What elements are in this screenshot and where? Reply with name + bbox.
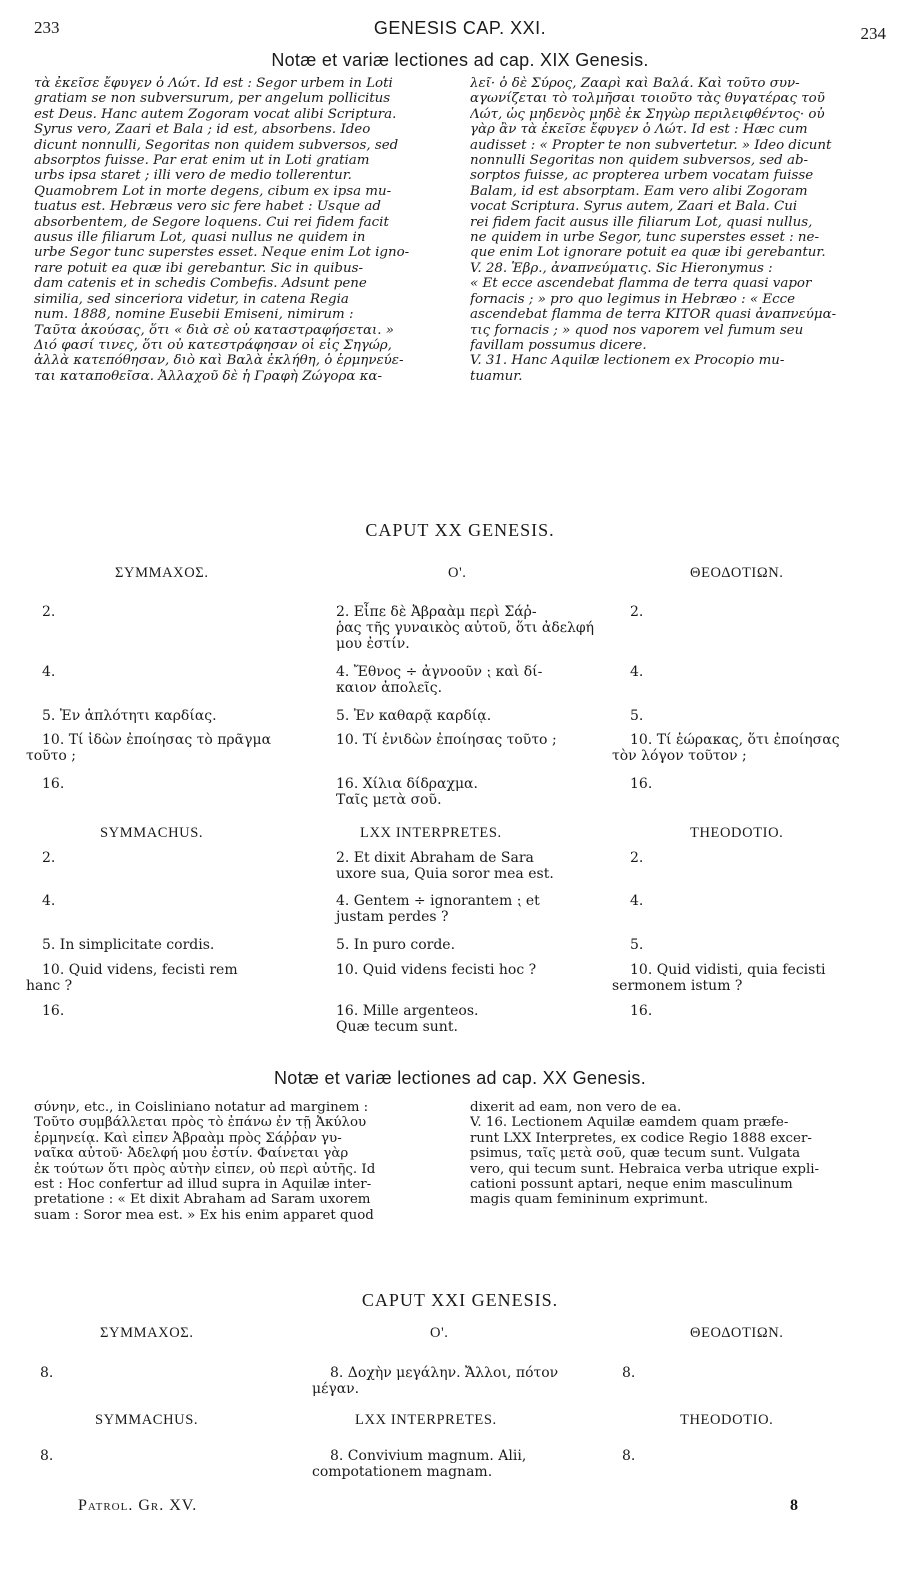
note-line: dicunt nonnulli, Segoritas non quidem subversos, sed xyxy=(34,137,399,153)
note-line: Τοῦτο συμβάλλεται πρὸς τὸ ἐπάνω ἐν τῇ Ἀκύλου xyxy=(34,1115,367,1131)
col-head-lxx-latin: LXX INTERPRETES. xyxy=(360,825,502,841)
note-line: suam : Soror mea est. » Ex his enim apparet quod xyxy=(34,1207,374,1223)
col-head-theodotion-greek-xxi: ΘΕΟΔΟΤΙΩΝ. xyxy=(690,1325,784,1341)
note-line: γὰρ ἂν τὰ ἐκεῖσε ἔφυγεν ὁ Λώτ. Id est : Hæc cum xyxy=(470,122,808,138)
page-header xyxy=(34,18,886,42)
note-line: « Et ecce ascendebat flamma de terra quasi vapor xyxy=(470,276,812,292)
xxi-latin-lxx-8-line1: 8. Convivium magnum. Alii, xyxy=(330,1448,527,1464)
theodotion-cell: 2. xyxy=(630,850,644,866)
lxx-cell: 10. Τί ἐνιδὼν ἐποίησας τοῦτο ; xyxy=(336,732,557,748)
note-line: τὰ ἐκεῖσε ἔφυγεν ὁ Λώτ. Id est : Segor urbem in Loti xyxy=(34,76,393,91)
symmachus-cell: 4. xyxy=(42,893,56,909)
note-line: ne quidem in urbe Segor, tunc superstes esset : ne- xyxy=(470,230,820,246)
footer-signature: 8 xyxy=(790,1497,798,1514)
note-line: pretatione : « Et dixit Abraham ad Saram uxorem xyxy=(34,1192,371,1208)
theodotion-cell: 5. xyxy=(630,708,644,724)
note-line: cationi possunt aptari, neque enim masculinum xyxy=(470,1177,793,1193)
note-line: V. 31. Hanc Aquilæ lectionem ex Procopio mu- xyxy=(470,353,785,369)
caput-xx-heading: CAPUT XX GENESIS. xyxy=(365,520,555,540)
note-line: Balam, id est absorptam. Eam vero alibi Zogoram xyxy=(470,183,808,199)
note-line: ἐκ τούτων ὅτι πρὸς αὐτὴν εἶπεν, οὐ περὶ αὐτῆς. Id xyxy=(34,1161,376,1177)
note-line: Διό φασί τινες, ὅτι οὐ κατεστράφησαν οἱ εἰς Σηγώρ, xyxy=(34,337,392,353)
theodotion-cell: 4. xyxy=(630,664,644,680)
col-head-symmachus-latin-xxi: SYMMACHUS. xyxy=(95,1412,199,1428)
note-line: que enim Lot ignorare potuit ea quæ ibi gerebantur. xyxy=(470,245,826,261)
note-line: tuatus est. Hebræus vero sic fere habet : Usque ad xyxy=(34,199,381,215)
symmachus-cell: 10. Quid videns, fecisti rem xyxy=(42,962,238,978)
running-title: GENESIS CAP. XXI. xyxy=(373,18,547,38)
note-line: absorptos fuisse. Par erat enim ut in Loti gratiam xyxy=(34,153,370,169)
theodotion-cell-cont: τὸν λόγον τοῦτον ; xyxy=(612,748,747,764)
note-line: σύνην, etc., in Coisliniano notatur ad marginem : xyxy=(34,1100,369,1115)
notes-xix-right-column xyxy=(470,76,886,384)
notes-xix-left-column xyxy=(34,76,452,384)
theodotion-cell: 4. xyxy=(630,893,644,909)
xxi-greek-lxx-8-line1: 8. Δοχὴν μεγάλην. Ἄλλοι, πότον xyxy=(330,1365,559,1381)
theodotion-cell: 2. xyxy=(630,604,644,620)
col-head-lxx-greek: Ο'. xyxy=(448,565,467,581)
note-line: dam catenis et in schedis Combefis. Adsunt pene xyxy=(34,276,367,292)
note-line: Quamobrem Lot in morte degens, cibum ex ipsa mu- xyxy=(34,183,392,199)
xxi-latin-theodotio-8: 8. xyxy=(622,1448,636,1464)
note-line: ται καταποθεῖσα. Ἀλλαχοῦ δὲ ἡ Γραφὴ Ζώγορα κα- xyxy=(34,368,382,384)
note-line: magis quam femininum exprimunt. xyxy=(470,1192,709,1208)
note-line: V. 28. Ἑβρ., ἀναπνεύματις. Sic Hieronymus : xyxy=(470,260,773,276)
notes-heading-xix: Notæ et variæ lectiones ad cap. XIX Genesis. xyxy=(271,50,649,70)
note-line: ναῖκα αὐτοῦ· Ἀδελφή μου ἐστίν. Φαίνεται γὰρ xyxy=(34,1146,349,1162)
xxi-greek-symmachus-8: 8. xyxy=(40,1365,54,1381)
note-line: num. 1888, nomine Eusebii Emiseni, nimirum : xyxy=(34,307,354,323)
note-line: rare potuit ea quæ ibi gerebantur. Sic in quibus- xyxy=(34,260,364,276)
note-line: ausus ille filiarum Lot, quasi nullus ne quidem in xyxy=(34,230,366,246)
lxx-cell: καιον ἀπολεῖς. xyxy=(336,680,443,696)
note-line: λεῖ· ὁ δὲ Σύρος, Ζααρὶ καὶ Βαλά. Καὶ τοῦτο συν- xyxy=(470,76,800,91)
note-line: rei fidem facit ausus ille filiarum Lot, quasi nullus, xyxy=(470,214,813,230)
note-line: absorbentem, de Segore loquens. Cui rei fidem facit xyxy=(34,214,389,230)
theodotion-cell: 16. xyxy=(630,1003,653,1019)
note-line: vocat Scriptura. Syrus autem, Zaari et Bala. Cui xyxy=(470,199,798,215)
page-number-left: 233 xyxy=(34,18,60,37)
col-head-symmachus-greek-xxi: ΣΥΜΜΑΧΟΣ. xyxy=(100,1325,194,1341)
notes-heading-xx: Notæ et variæ lectiones ad cap. XX Genesis. xyxy=(273,1068,647,1088)
notes-xx-left-column xyxy=(34,1100,452,1223)
symmachus-cell: 2. xyxy=(42,604,56,620)
lxx-cell: 2. Εἶπε δὲ Ἀβραὰμ περὶ Σάῤ- xyxy=(336,604,537,620)
col-head-lxx-greek-xxi: Ο'. xyxy=(430,1325,449,1341)
symmachus-cell: 5. In simplicitate cordis. xyxy=(42,937,215,953)
note-line: dixerit ad eam, non vero de ea. xyxy=(470,1100,682,1115)
symmachus-cell: 10. Τί ἰδὼν ἐποίησας τὸ πρᾶγμα xyxy=(42,732,272,748)
symmachus-cell: 2. xyxy=(42,850,56,866)
note-line: favillam possumus dicere. xyxy=(470,337,647,353)
note-line: Λώτ, ὡς μηδενὸς μηδὲ ἐκ Σηγὼρ περιλειφθέντος· οὐ xyxy=(470,106,825,122)
note-line: urbs ipsa staret ; illi vero de medio tollerentur. xyxy=(34,168,352,184)
note-line: Syrus vero, Zaari et Bala ; id est, absorbens. Ideo xyxy=(34,122,371,138)
note-line: gratiam se non subversurum, per angelum pollicitus xyxy=(34,91,391,107)
note-line: τις fornacis ; » quod nos vaporem vel fumum seu xyxy=(470,322,804,338)
theodotion-cell: 10. Quid vidisti, quia fecisti xyxy=(630,962,826,978)
lxx-cell: 5. In puro corde. xyxy=(336,937,456,953)
symmachus-cell: 4. xyxy=(42,664,56,680)
note-line: psimus, ταῖς μετὰ σοῦ, quæ tecum sunt. Vulgata xyxy=(470,1146,801,1162)
lxx-cell: 2. Et dixit Abraham de Sara xyxy=(336,850,534,866)
theodotion-cell: 10. Τί ἑώρακας, ὅτι ἐποίησας xyxy=(630,732,840,748)
lxx-cell: Quæ tecum sunt. xyxy=(336,1019,458,1035)
note-line: fornacis ; » pro quo legimus in Hebræo : « Ecce xyxy=(470,291,796,307)
lxx-cell: 10. Quid videns fecisti hoc ? xyxy=(336,962,537,978)
symmachus-cell-cont: hanc ? xyxy=(26,978,73,994)
note-line: ascendebat flamma de terra KITOR quasi ἀναπνεύμα- xyxy=(470,307,837,323)
symmachus-cell: 16. xyxy=(42,1003,65,1019)
col-head-theodotio-latin-xxi: THEODOTIO. xyxy=(680,1412,774,1428)
footer-volume: Patrol. Gr. XV. xyxy=(78,1497,198,1514)
col-head-symmachus-greek: ΣΥΜΜΑΧΟΣ. xyxy=(115,565,209,581)
lxx-cell: 5. Ἐν καθαρᾷ καρδίᾳ. xyxy=(336,708,492,724)
note-line: Ταῦτα ἀκούσας, ὅτι « διὰ σὲ οὐ καταστραφήσεται. » xyxy=(34,322,394,338)
lxx-cell: 16. Χίλια δίδραχμα. xyxy=(336,776,478,792)
lxx-cell: uxore sua, Quia soror mea est. xyxy=(336,866,554,882)
page-number-right: 234 xyxy=(860,24,886,43)
note-line: sorptos fuisse, ac propterea urbem vocatam fuisse xyxy=(470,168,814,184)
theodotion-cell: 5. xyxy=(630,937,644,953)
xxi-latin-lxx-8-line2: compotationem magnam. xyxy=(312,1464,493,1480)
lxx-cell: μου ἐστίν. xyxy=(336,636,410,652)
xxi-greek-theodotion-8: 8. xyxy=(622,1365,636,1381)
theodotion-cell-cont: sermonem istum ? xyxy=(612,978,743,994)
caput-xxi-heading: CAPUT XXI GENESIS. xyxy=(361,1290,559,1310)
notes-xx-right-column xyxy=(470,1100,886,1208)
note-line: ἀλλὰ κατεπόθησαν, διὸ καὶ Βαλὰ ἐκλήθη, ὁ ἑρμηνεύε- xyxy=(34,353,404,369)
note-line: runt LXX Interpretes, ex codice Regio 1888 excer- xyxy=(470,1130,812,1146)
col-head-symmachus-latin: SYMMACHUS. xyxy=(100,825,204,841)
note-line: tuamur. xyxy=(470,368,523,384)
theodotion-cell: 16. xyxy=(630,776,653,792)
note-line: ἑρμηνείᾳ. Καὶ εἶπεν Ἀβραὰμ πρὸς Σάῤῥαν γυ- xyxy=(34,1130,342,1146)
symmachus-cell: 16. xyxy=(42,776,65,792)
lxx-cell: justam perdes ? xyxy=(336,909,449,925)
lxx-cell: 4. Gentem ÷ ignorantem ⁏ et xyxy=(336,893,540,909)
note-line: audisset : « Propter te non subvertetur. » Ideo dicunt xyxy=(470,137,832,153)
note-line: V. 16. Lectionem Aquilæ eamdem quam præfe- xyxy=(470,1115,789,1131)
note-line: nonnulli Segoritas non quidem subversos, sed ab- xyxy=(470,153,809,169)
lxx-cell: 16. Mille argenteos. xyxy=(336,1003,479,1019)
note-line: similia, sed sinceriora videtur, in catena Regia xyxy=(34,291,349,307)
xxi-greek-lxx-8-line2: μέγαν. xyxy=(312,1381,360,1397)
xxi-latin-symmachus-8: 8. xyxy=(40,1448,54,1464)
note-line: αγωνίζεται τὸ τολμῆσαι τοιοῦτο τὰς θυγατέρας τοῦ xyxy=(470,91,825,107)
lxx-cell: 4. Ἔθνος ÷ ἀγνοοῦν ⁏ καὶ δί- xyxy=(336,664,543,680)
note-line: urbe Segor tunc superstes esset. Neque enim Lot igno- xyxy=(34,245,410,261)
note-line: est Deus. Hanc autem Zogoram vocat alibi Scriptura. xyxy=(34,106,397,122)
col-head-lxx-latin-xxi: LXX INTERPRETES. xyxy=(355,1412,497,1428)
symmachus-cell-cont: τοῦτο ; xyxy=(26,748,77,764)
col-head-theodotion-greek: ΘΕΟΔΟΤΙΩΝ. xyxy=(690,565,784,581)
lxx-cell: ῥας τῆς γυναικὸς αὐτοῦ, ὅτι ἀδελφή xyxy=(336,620,595,636)
col-head-theodotio-latin: THEODOTIO. xyxy=(690,825,784,841)
note-line: est : Hoc confertur ad illud supra in Aquilæ inter- xyxy=(34,1177,372,1193)
note-line: vero, qui tecum sunt. Hebraica verba utrique expli- xyxy=(470,1161,820,1177)
symmachus-cell: 5. Ἐν ἁπλότητι καρδίας. xyxy=(42,708,217,724)
lxx-cell: Ταῖς μετὰ σοῦ. xyxy=(336,792,442,808)
